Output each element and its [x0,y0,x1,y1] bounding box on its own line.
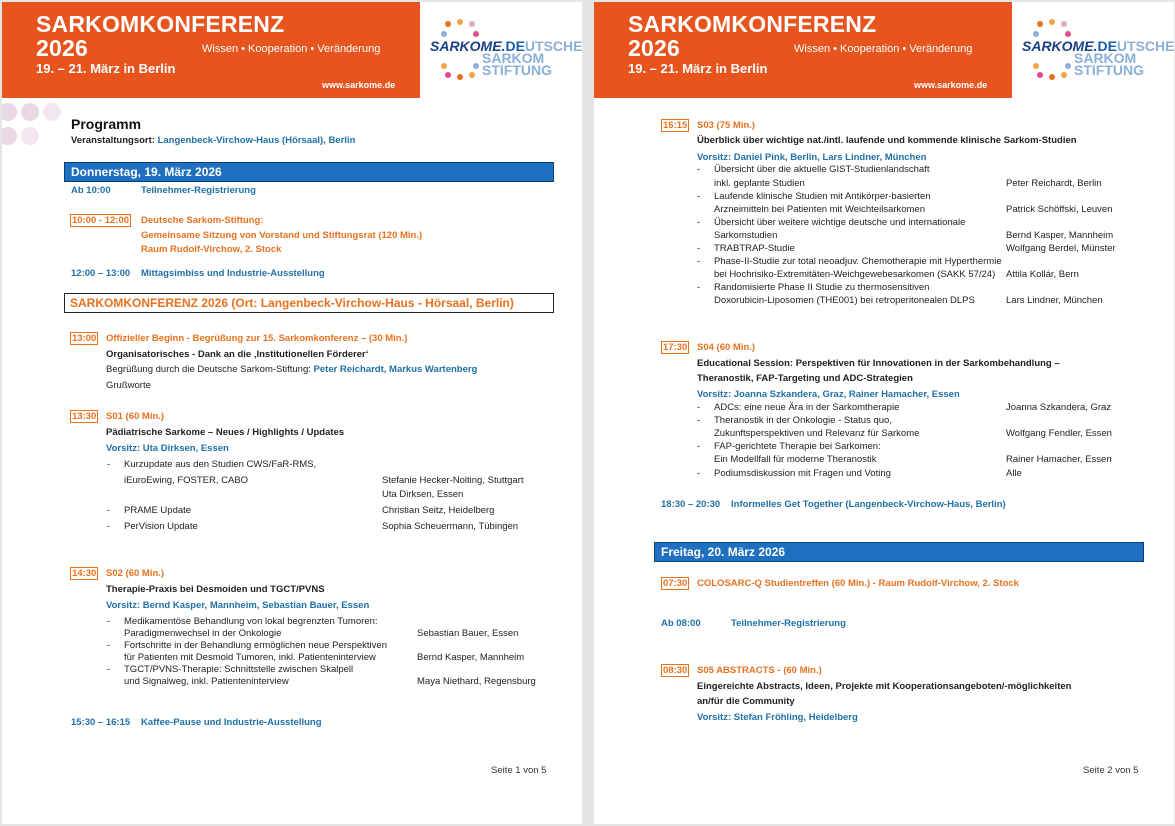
talk-title: TGCT/PVNS-Therapie: Schnittstelle zwischen Skalpell [124,664,354,675]
page-number: Seite 1 von 5 [491,765,547,776]
speaker: Wolfgang Fendler, Essen [1006,428,1112,439]
banner-tagline: Wissen • Kooperation • Veränderung [794,43,973,55]
session-subtitle: Therapie-Praxis bei Desmoiden und TGCT/PVNS [106,584,325,595]
session-chair: Vorsitz: Joanna Szkandera, Graz, Rainer Hamacher, Essen [697,389,960,400]
speaker: Peter Reichardt, Berlin [1006,178,1102,189]
time-label: 15:30 – 16:15 [71,717,131,728]
speaker: Lars Lindner, München [1006,295,1103,306]
talk-title: Paradigmenwechsel in der Onkologie [124,628,282,639]
session-subtitle: Theranostik, FAP-Targeting und ADC-Strategien [697,373,913,384]
page-number: Seite 2 von 5 [1083,765,1139,776]
page-title: Programm [71,116,142,132]
speaker: Joanna Szkandera, Graz [1006,402,1112,413]
time-badge: 13:00 [72,333,97,344]
talk-title: TRABTRAP-Studie [714,243,795,254]
banner-title: SARKOMKONFERENZ 2026 [36,11,285,61]
speaker: Alle [1006,468,1022,479]
banner-tagline: Wissen • Kooperation • Veränderung [202,43,381,55]
session-text: Raum Rudolf-Virchow, 2. Stock [141,244,282,255]
speaker: Attila Kollár, Bern [1006,269,1079,280]
time-label: Ab 10:00 [71,185,111,196]
talk-title: Theranostik in der Onkologie - Status quo, [714,415,892,426]
page-1: SARKOMKONFERENZ 2026 19. – 21. März in Berlin Wissen • Kooperation • Veränderung www.sarkome.de SARKOME.DEUTSCHE SARKOM STIFTUNG Programm Veranstaltungsort: Langenbeck-Virchow-Haus (Hörsaal), Berlin Donnerstag, 19. März 2026 Ab 10:00 Teilnehmer-Registrierung 10:00 - 12:00 Deutsche Sarkom-Stiftung: Gemeinsame Sitzung von Vorstand und Stiftungsrat (120 Min.) Raum Rudolf-Virchow, 2. Stock 12:00 – 13:00 Mittagsimbiss und Industrie-Ausstellung SARKOMKONFERENZ 2026 (Ort: Langenbeck-Virchow-Haus - Hörsaal, Berlin) 13:00 Offizieller Beginn - Begrüßung zur 15. Sarkomkonferenz – (30 Min.) Organisatorisches - Dank an die ‚Institutionellen Förderer‘ Begrüßung durch die Deutsche Sarkom-Stiftung: Peter Reichardt, Markus Wartenberg Grußworte 13:30 S01 (60 Min.) Pädiatrische Sarkome – Neues / Highlights / Updates Vorsitz: Uta Dirksen, Essen - Kurzupdate aus den Studien CWS/FaR-RMS, iEuroEwing, FOSTER, CABO Stefanie Hecker-Nolting, Stuttgart Uta Dirksen, Essen - PRAME Update Christian Seitz, Heidelberg - PerVision Update Sophia Scheuermann, Tübingen 14:30 S02 (60 Min.) Therapie-Praxis bei Desmoiden und TGCT/PVNS Vorsitz: Bernd Kasper, Mannheim, Sebastian Bauer, Essen - Medikamentöse Behandlung von lokal begrenzten Tumoren: Paradigmenwechsel in der Onkologie Sebastian Bauer, Essen - Fortschritte in der Behandlung ermöglichen neue Perspektiven für Patienten mit Desmoid Tumoren, inkl. Patienteninterview Bernd Kasper, Mannheim - TGCT/PVNS-Therapie: Schnittstelle zwischen Skalpell und Signalweg, inkl. Patienteninterview Maya Niethard, Regensburg 15:30 – 16:15 Kaffee-Pause und Industrie-Ausstellung Seite 1 von 5 [2,2,582,824]
header-banner [594,2,1174,98]
time-label: 12:00 – 13:00 [71,268,131,279]
banner-url: www.sarkome.de [914,80,988,90]
time-label: 18:30 – 20:30 [661,499,721,510]
speaker: Bernd Kasper, Mannheim [1006,230,1114,241]
break-text: Kaffee-Pause und Industrie-Ausstellung [141,717,322,728]
session-subtitle: Educational Session: Perspektiven für Innovationen in der Sarkombehandlung – [697,358,1060,369]
talk-title: bei Hochrisiko-Extremitäten-Weichgewebesarkomen (SAKK 57/24) [714,269,996,280]
speaker: Rainer Hamacher, Essen [1006,454,1112,465]
session-chair: Vorsitz: Stefan Fröhling, Heidelberg [697,712,858,723]
talk-title: Randomisierte Phase II Studie zu thermosensitiven [714,282,930,293]
talk-title: PRAME Update [124,505,192,516]
talk-title: Sarkomstudien [714,230,778,241]
speaker: Stefanie Hecker-Nolting, Stuttgart [382,475,524,486]
registration-text: Teilnehmer-Registrierung [141,185,256,196]
talk-title: für Patienten mit Desmoid Tumoren, inkl. Patienteninterview [124,652,376,663]
welcome-line: Begrüßung durch die Deutsche Sarkom-Stiftung: Peter Reichardt, Markus Wartenberg [106,364,478,375]
talk-title: Zukunftsperspektiven und Relevanz für Sarkome [714,428,920,439]
talk-title: inkl. geplante Studien [714,178,805,189]
talk-title: iEuroEwing, FOSTER, CABO [124,475,249,486]
speaker: Sebastian Bauer, Essen [417,628,519,639]
session-subtitle: Pädiatrische Sarkome – Neues / Highlights / Updates [106,427,345,438]
speaker: Uta Dirksen, Essen [382,489,464,500]
session-subtitle: Eingereichte Abstracts, Ideen, Projekte mit Kooperationsangeboten/-möglichkeiten [697,681,1072,692]
registration-text: Teilnehmer-Registrierung [731,618,846,629]
session-title: Offizieller Beginn - Begrüßung zur 15. Sarkomkonferenz – (30 Min.) [106,333,408,344]
decorative-circles-icon [2,98,62,158]
session-subtitle: Überblick über wichtige nat./intl. laufende und kommende klinische Sarkom-Studien [697,135,1077,146]
time-badge: 17:30 [663,342,688,353]
talk-title: FAP-gerichtete Therapie bei Sarkomen: [714,441,881,452]
time-badge: 13:30 [72,411,97,422]
time-badge: 10:00 - 12:00 [72,215,130,226]
speaker: Sophia Scheuermann, Tübingen [382,521,519,532]
page-2: SARKOMKONFERENZ 2026 19. – 21. März in Berlin Wissen • Kooperation • Veränderung www.sarkome.de SARKOME.DEUTSCHE SARKOM STIFTUNG 16:15 S03 (75 Min.) Überblick über wichtige nat./intl. laufende und kommende klinische Sarkom-Studien Vorsitz: Daniel Pink, Berlin, Lars Lindner, München - Übersicht über die aktuelle GIST-Studienlandschaft inkl. geplante Studien Peter Reichardt, Berlin - Laufende klinische Studien mit Antikörper-basierten Arzneimitteln bei Patienten mit Weichteilsarkomen Patrick Schöffski, Leuven - Übersicht über weitere wichtige deutsche und internationale Sarkomstudien Bernd Kasper, Mannheim - TRABTRAP-Studie Wolfgang Berdel, Münster - Phase-II-Studie zur total neoadjuv. Chemotherapie mit Hyperthermie bei Hochrisiko-Extremitäten-Weichgewebesarkomen (SAKK 57/24) Attila Kollár, Bern - Randomisierte Phase II Studie zu thermosensitiven Doxorubicin-Liposomen (THE001) bei retroperitonealen DLPS Lars Lindner, München 17:30 S04 (60 Min.) Educational Session: Perspektiven für Innovationen in der Sarkombehandlung – Theranostik, FAP-Targeting und ADC-Strategien Vorsitz: Joanna Szkandera, Graz, Rainer Hamacher, Essen - ADCs: eine neue Ära in der Sarkomtherapie Joanna Szkandera, Graz - Theranostik in der Onkologie - Status quo, Zukunftsperspektiven und Relevanz für Sarkome Wolfgang Fendler, Essen - FAP-gerichtete Therapie bei Sarkomen: Ein Modellfall für moderne Theranostik Rainer Hamacher, Essen - Podiumsdiskussion mit Fragen und Voting Alle 18:30 – 20:30 Informelles Get Together (Langenbeck-Virchow-Haus, Berlin) Freitag, 20. März 2026 07:30 COLOSARC-Q Studientreffen (60 Min.) - Raum Rudolf-Virchow, 2. Stock Ab 08:00 Teilnehmer-Registrierung 08:30 S05 ABSTRACTS - (60 Min.) Eingereichte Abstracts, Ideen, Projekte mit Kooperationsangeboten/-möglichkeiten an/für die Community Vorsitz: Stefan Fröhling, Heidelberg Seite 2 von 5 [594,2,1174,824]
get-together-text: Informelles Get Together (Langenbeck-Virchow-Haus, Berlin) [731,499,1006,510]
meeting-text: COLOSARC-Q Studientreffen (60 Min.) - Raum Rudolf-Virchow, 2. Stock [697,578,1019,589]
header-banner [2,2,582,98]
sarkome-logo: SARKOME.DEUTSCHE SARKOM STIFTUNG [1012,2,1174,98]
banner-dates: 19. – 21. März in Berlin [36,61,176,76]
session-chair: Vorsitz: Bernd Kasper, Mannheim, Sebastian Bauer, Essen [106,600,370,611]
talk-title: Ein Modellfall für moderne Theranostik [714,454,877,465]
talk-title: Fortschritte in der Behandlung ermöglichen neue Perspektiven [124,640,387,651]
venue-line: Veranstaltungsort: Langenbeck-Virchow-Haus (Hörsaal), Berlin [71,135,356,146]
lunch-text: Mittagsimbiss und Industrie-Ausstellung [141,268,325,279]
talk-title: Doxorubicin-Liposomen (THE001) bei retroperitonealen DLPS [714,295,975,306]
time-badge: 16:15 [663,120,688,131]
time-label: Ab 08:00 [661,618,701,629]
talk-title: Medikamentöse Behandlung von lokal begrenzten Tumoren: [124,616,378,627]
session-subtitle: Organisatorisches - Dank an die ‚Institutionellen Förderer‘ [106,349,369,360]
session-chair: Vorsitz: Daniel Pink, Berlin, Lars Lindner, München [697,152,927,163]
session-title: S05 ABSTRACTS - (60 Min.) [697,665,822,676]
time-badge: 07:30 [663,578,688,589]
banner-title: SARKOMKONFERENZ 2026 [628,11,877,61]
session-text: Gemeinsame Sitzung von Vorstand und Stiftungsrat (120 Min.) [141,230,423,241]
speaker: Maya Niethard, Regensburg [417,676,536,687]
talk-title: und Signalweg, inkl. Patienteninterview [124,676,289,687]
talk-title: Podiumsdiskussion mit Fragen und Voting [714,468,891,479]
speaker: Patrick Schöffski, Leuven [1006,204,1113,215]
talk-title: ADCs: eine neue Ära in der Sarkomtherapie [714,402,900,413]
sarkome-logo: SARKOME.DEUTSCHE SARKOM STIFTUNG [420,2,582,98]
time-badge: 14:30 [72,568,97,579]
talk-title: Phase-II-Studie zur total neoadjuv. Chemotherapie mit Hyperthermie [714,256,1002,267]
talk-title: Übersicht über weitere wichtige deutsche und internationale [714,217,966,228]
speaker: Bernd Kasper, Mannheim [417,652,525,663]
conference-header: SARKOMKONFERENZ 2026 (Ort: Langenbeck-Virchow-Haus - Hörsaal, Berlin) [64,293,554,313]
speaker: Wolfgang Berdel, Münster [1006,243,1116,254]
banner-url: www.sarkome.de [322,80,396,90]
talk-title: Laufende klinische Studien mit Antikörper-basierten [714,191,931,202]
talk-title: Arzneimitteln bei Patienten mit Weichteilsarkomen [714,204,926,215]
session-title: S03 (75 Min.) [697,120,756,131]
greetings-text: Grußworte [106,380,151,391]
day-header-friday: Freitag, 20. März 2026 [654,542,1144,562]
talk-title: PerVision Update [124,521,198,532]
talk-title: Übersicht über die aktuelle GIST-Studienlandschaft [714,164,930,175]
session-chair: Vorsitz: Uta Dirksen, Essen [106,443,229,454]
session-title: S01 (60 Min.) [106,411,165,422]
talk-title: Kurzupdate aus den Studien CWS/FaR-RMS, [124,459,317,470]
time-badge: 08:30 [663,665,688,676]
session-subtitle: an/für die Community [697,696,795,707]
day-header-thursday: Donnerstag, 19. März 2026 [64,162,554,182]
session-title: S02 (60 Min.) [106,568,165,579]
banner-dates: 19. – 21. März in Berlin [628,61,768,76]
session-title: S04 (60 Min.) [697,342,756,353]
speaker: Christian Seitz, Heidelberg [382,505,495,516]
session-text: Deutsche Sarkom-Stiftung: [141,215,264,226]
